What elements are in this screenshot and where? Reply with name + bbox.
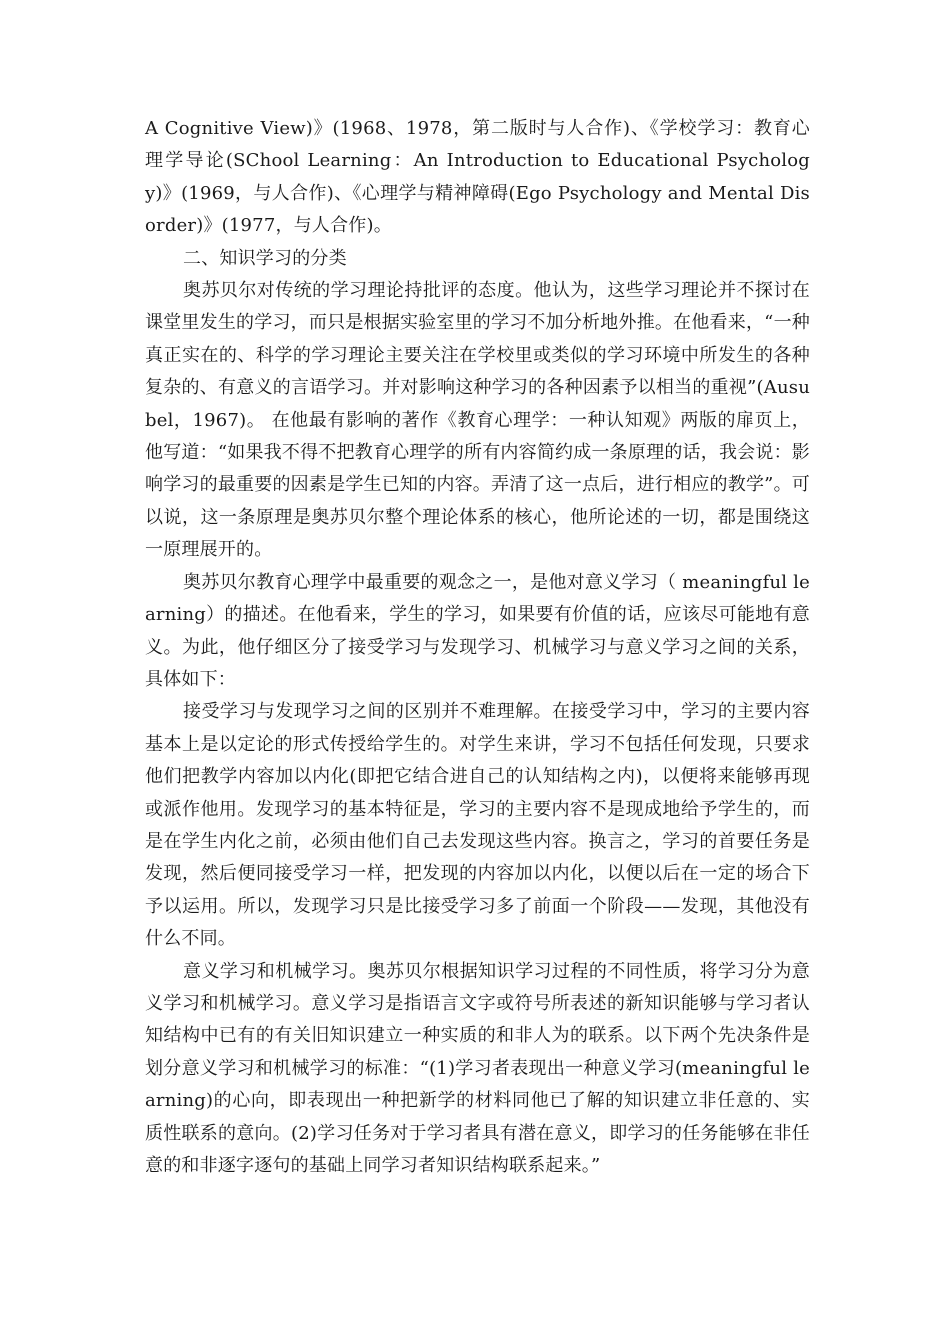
paragraph-critique: 奥苏贝尔对传统的学习理论持批评的态度。他认为，这些学习理论并不探讨在课堂里发生的学习，而只是根据实验室里的学习不加分析地外推。在他看来，“一种真正实在的、科学的学习理论主要关注在学校里或类似的学习环境中所发生的各种复杂的、有意义的言语学习。并对影响这种学习的各种因素予以相当的重视”(Ausubel，1967)。 在他最有影响的著作《教育心理学：一种认知观》两版的扉页上，他写道：“如果我不得不把教育心理学的所有内容简约成一条原理的话，我会说：影响学习的最重要的因素是学生已知的内容。弄清了这一点后，进行相应的教学”。可以说，这一条原理是奥苏贝尔整个理论体系的核心，他所论述的一切，都是围绕这一原理展开的。 bbox=[145, 280, 810, 561]
paragraph-meaningful-learning: 奥苏贝尔教育心理学中最重要的观念之一，是他对意义学习（ meaningful learning）的描述。在他看来，学生的学习，如果要有价值的话，应该尽可能地有意义。为此，他仔细区分了接受学习与发现学习、机械学习与意义学习之间的关系，具体如下： bbox=[145, 571, 810, 690]
paragraph-reception-discovery: 接受学习与发现学习之间的区别并不难理解。在接受学习中，学习的主要内容基本上是以定论的形式传授给学生的。对学生来讲，学习不包括任何发现，只要求他们把教学内容加以内化(即把它结合进自己的认知结构之内)，以便将来能够再现或派作他用。发现学习的基本特征是，学习的主要内容不是现成地给予学生的，而是在学生内化之前，必须由他们自己去发现这些内容。换言之，学习的首要任务是发现，然后便同接受学习一样，把发现的内容加以内化，以便以后在一定的场合下予以运用。所以，发现学习只是比接受学习多了前面一个阶段——发现，其他没有什么不同。 bbox=[145, 701, 810, 950]
section-heading: 二、知识学习的分类 bbox=[183, 247, 347, 269]
paragraph-meaningful-rote: 意义学习和机械学习。奥苏贝尔根据知识学习过程的不同性质，将学习分为意义学习和机械学习。意义学习是指语言文字或符号所表述的新知识能够与学习者认知结构中已有的有关旧知识建立一种实质的和非人为的联系。以下两个先决条件是划分意义学习和机械学习的标准：“(1)学习者表现出一种意义学习(meaningful learning)的心向，即表现出一种把新学的材料同他已了解的知识建立非任意的、实质性联系的意向。(2)学习任务对于学习者具有潜在意义，即学习的任务能够在非任意的和非逐字逐句的基础上同学习者知识结构联系起来。” bbox=[145, 960, 810, 1176]
paragraph-continued: A Cognitive View)》(1968、1978，第二版时与人合作)、《学校学习：教育心理学导论(SChool Learning：An Introduction to Educational Psychology)》(1969，与人合作)、《心理学与精神障碍(Ego Psychology and Mental Disorder)》(1977，与人合作)。 bbox=[145, 118, 810, 237]
